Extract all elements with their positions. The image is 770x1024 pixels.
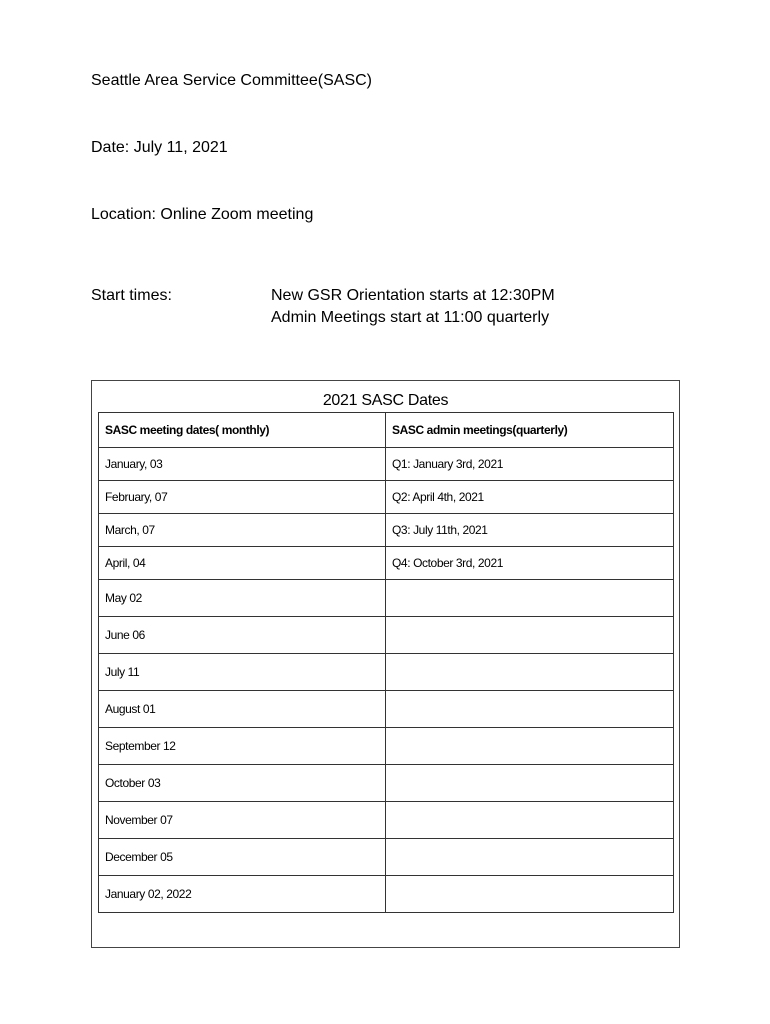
monthly-date: September 12	[99, 728, 386, 765]
monthly-date: June 06	[99, 617, 386, 654]
dates-table	[98, 412, 674, 913]
table-row	[99, 728, 674, 765]
monthly-date: December 05	[99, 839, 386, 876]
dates-table-frame	[91, 380, 680, 948]
start-time-admin: Admin Meetings start at 11:00 quarterly	[271, 309, 550, 326]
quarterly-date	[386, 617, 674, 654]
start-times-label: Start times:	[91, 287, 172, 304]
table-row	[99, 876, 674, 913]
table-header-row	[99, 413, 674, 448]
quarterly-date: Q4: October 3rd, 2021	[386, 547, 674, 580]
quarterly-date: Q2: April 4th, 2021	[386, 481, 674, 514]
table-row	[99, 765, 674, 802]
quarterly-date	[386, 839, 674, 876]
header-quarterly: SASC admin meetings(quarterly)	[386, 413, 674, 448]
monthly-date: May 02	[99, 580, 386, 617]
monthly-date: March, 07	[99, 514, 386, 547]
table-row	[99, 839, 674, 876]
table-row	[99, 654, 674, 691]
monthly-date: February, 07	[99, 481, 386, 514]
monthly-date: January 02, 2022	[99, 876, 386, 913]
table-row	[99, 547, 674, 580]
start-time-orientation: New GSR Orientation starts at 12:30PM	[271, 287, 555, 304]
table-row	[99, 691, 674, 728]
quarterly-date	[386, 802, 674, 839]
quarterly-date	[386, 876, 674, 913]
header-monthly: SASC meeting dates( monthly)	[99, 413, 386, 448]
monthly-date: January, 03	[99, 448, 386, 481]
monthly-date: November 07	[99, 802, 386, 839]
committee-title: Seattle Area Service Committee(SASC)	[91, 72, 372, 89]
table-caption: 2021 SASC Dates	[322, 392, 449, 409]
table-row	[99, 802, 674, 839]
monthly-date: April, 04	[99, 547, 386, 580]
table-row	[99, 448, 674, 481]
table-row	[99, 580, 674, 617]
quarterly-date	[386, 728, 674, 765]
quarterly-date	[386, 580, 674, 617]
quarterly-date: Q3: July 11th, 2021	[386, 514, 674, 547]
quarterly-date	[386, 654, 674, 691]
monthly-date: August 01	[99, 691, 386, 728]
table-row	[99, 481, 674, 514]
quarterly-date	[386, 691, 674, 728]
meeting-date: Date: July 11, 2021	[91, 139, 228, 156]
meeting-location: Location: Online Zoom meeting	[91, 206, 314, 223]
quarterly-date: Q1: January 3rd, 2021	[386, 448, 674, 481]
quarterly-date	[386, 765, 674, 802]
monthly-date: July 11	[99, 654, 386, 691]
table-row	[99, 514, 674, 547]
table-row	[99, 617, 674, 654]
monthly-date: October 03	[99, 765, 386, 802]
